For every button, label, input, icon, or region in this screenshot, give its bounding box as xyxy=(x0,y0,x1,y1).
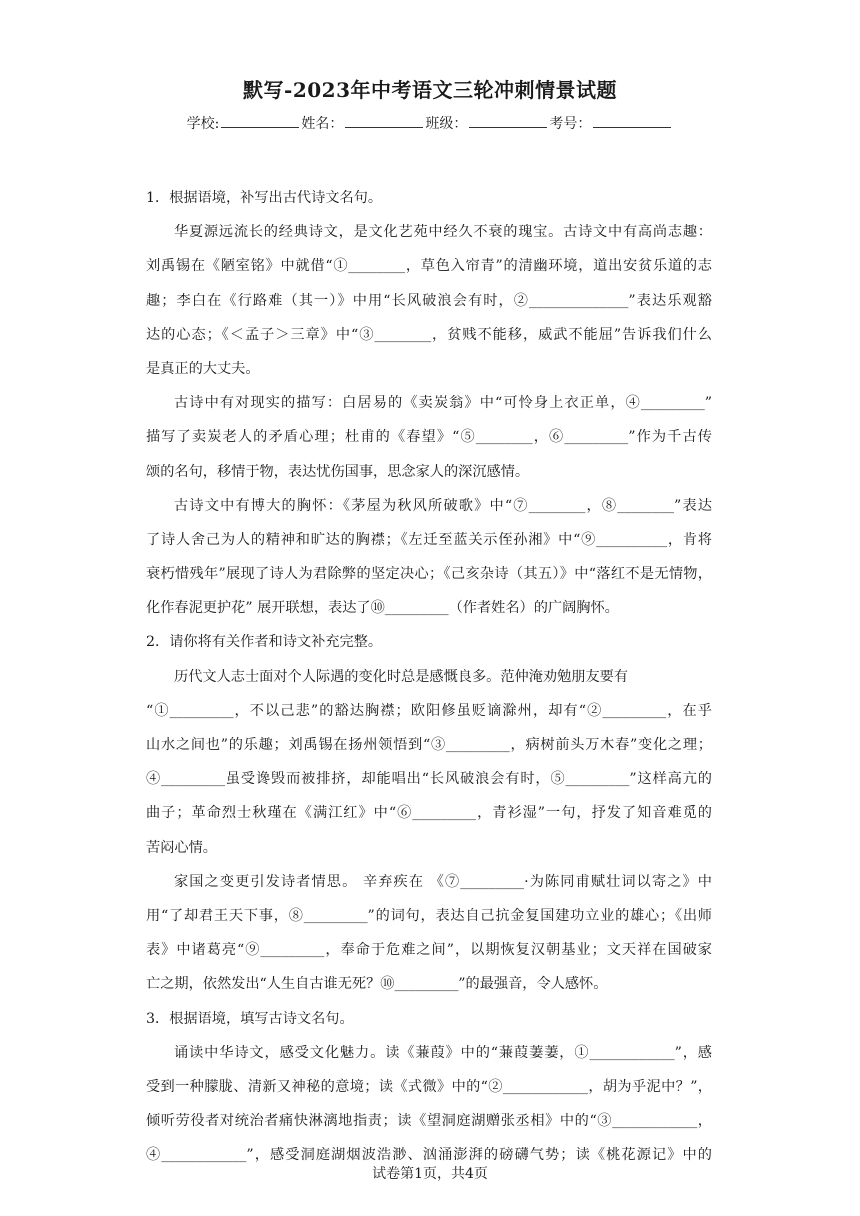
text-line: 2．请你将有关作者和诗文补充完整。 xyxy=(146,634,383,651)
class-label: 班级： xyxy=(425,116,468,132)
text-line: 3．根据语境，填写古诗文名句。 xyxy=(146,1010,354,1027)
page-footer: 试卷第1页，共4页 xyxy=(372,1166,488,1182)
text-line: 趣；李白在《行路难（其一）》中用“长风破浪会有时，②______________”表达乐观豁 xyxy=(146,292,712,309)
student-info-line xyxy=(0,113,860,133)
text-line: 表》中诸葛亮“⑨_________，奉命于危难之间”，以期恢复汉朝基业；文天祥在国破家 xyxy=(146,942,712,959)
page-title: 默写-2023年中考语文三轮冲刺情景试题 xyxy=(243,78,617,102)
text-line: 颂的名句，移情于物，表达忧伤国事，思念家人的深沉感情。 xyxy=(146,463,530,480)
text-line: ④_________虽受谗毁而被排挤，却能唱出“长风破浪会有时，⑤_________”这样高亢的 xyxy=(146,771,712,788)
text-line: ④____________”，感受洞庭湖烟波浩渺、汹涌澎湃的磅礴气势；读《桃花源记》中的 xyxy=(146,1147,712,1164)
school-label: 学校: xyxy=(186,116,220,132)
text-line: 了诗人舍己为人的精神和旷达的胸襟；《左迁至蓝关示侄孙湘》中“⑨__________，肯将 xyxy=(146,531,712,548)
text-line: 诵读中华诗文，感受文化魅力。读《蒹葭》中的“蒹葭萋萋，①____________”，感 xyxy=(174,1044,712,1061)
text-line: 用“了却君王天下事，⑧_________”的词句，表达自己抗金复国建功立业的雄心；《出师 xyxy=(146,907,712,924)
text-line: 山水之间也”的乐趣；刘禹锡在扬州领悟到“③_________，病树前头万木春”变化之理； xyxy=(146,737,712,753)
school-field[interactable] xyxy=(221,113,299,128)
text-line: 苦闷心情。 xyxy=(146,839,217,856)
question-content xyxy=(146,181,712,1172)
text-line: 家国之变更引发诗者情思。 辛弃疾在 《⑦_________·为陈同甫赋壮词以寄之》中 xyxy=(174,873,712,890)
text-line: 历代文人志士面对个人际遇的变化时总是感慨良多。范仲淹劝勉朋友要有 xyxy=(174,668,629,685)
class-field[interactable] xyxy=(469,113,547,128)
text-line: 倾听劳役者对统治者痛快淋漓地指责；读《望洞庭湖赠张丞相》中的“③____________， xyxy=(146,1113,712,1130)
id-label: 考号： xyxy=(549,116,592,132)
text-line: 衰朽惜残年”展现了诗人为君除弊的坚定决心；《己亥杂诗（其五）》中“落红不是无情物， xyxy=(146,566,712,583)
text-line: 化作春泥更护花” 展开联想，表达了⑩_________（作者姓名）的广阔胸怀。 xyxy=(146,600,619,617)
text-line: 描写了卖炭老人的矛盾心理；杜甫的《春望》“⑤________，⑥_________”作为千古传 xyxy=(146,429,712,446)
text-line: 古诗文中有博大的胸怀：《茅屋为秋风所破歌》中“⑦________，⑧________”表达 xyxy=(174,497,712,514)
text-line: 曲子；革命烈士秋瑾在《满江红》中“⑥_________，青衫湿”一句，抒发了知音难觅的 xyxy=(146,805,712,822)
name-label: 姓名： xyxy=(301,116,344,132)
id-field[interactable] xyxy=(593,113,671,128)
text-line: 刘禹锡在《陋室铭》中就借“①________，草色入帘青”的清幽环境，道出安贫乐道的志 xyxy=(146,258,712,275)
text-line: 达的心态；《＜孟子＞三章》中“③________，贫贱不能移，威武不能屈”告诉我们什么 xyxy=(146,326,712,343)
text-line: 是真正的大丈夫。 xyxy=(146,360,260,377)
text-line: 受到一种朦胧、清新又神秘的意境；读《式微》中的“②____________，胡为乎泥中？”， xyxy=(146,1078,712,1095)
text-line: “①_________，不以己悲”的豁达胸襟；欧阳修虽贬谪滁州，却有“②_________，在乎 xyxy=(146,702,712,719)
name-field[interactable] xyxy=(345,113,423,128)
text-line: 古诗中有对现实的描写：白居易的《卖炭翁》中“可怜身上衣正单，④_________” xyxy=(174,395,712,412)
text-line: 华夏源远流长的经典诗文，是文化艺苑中经久不衰的瑰宝。古诗文中有高尚志趣： xyxy=(174,224,712,241)
text-line: 1．根据语境，补写出古代诗文名句。 xyxy=(146,190,383,206)
text-line: 亡之期，依然发出“人生自古谁无死？⑩_________”的最强音，令人感怀。 xyxy=(146,976,608,993)
